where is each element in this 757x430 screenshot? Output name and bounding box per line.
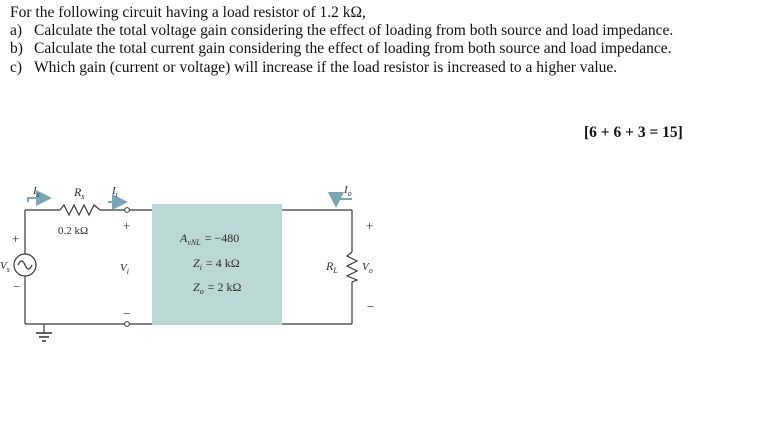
output-voltage-label: $V_o$: [362, 261, 373, 275]
input-impedance-spec: $Z_i = 4$ kΩ: [193, 256, 240, 272]
source-minus-sign: −: [13, 279, 21, 294]
output-plus-sign: +: [366, 218, 374, 233]
input-minus-sign: −: [123, 306, 131, 321]
question-a-text: Calculate the total voltage gain considering the effect of loading from both source and load impedance.: [34, 22, 674, 40]
input-voltage-label: $V_i$: [120, 262, 129, 276]
question-a-label: a): [10, 22, 23, 40]
source-resistor-label: $R_s$: [74, 185, 85, 201]
source-voltage-label: $V_s$: [0, 260, 10, 274]
source-resistor-value: 0.2 kΩ: [58, 225, 89, 237]
input-terminal-bottom: [125, 322, 130, 327]
output-impedance-spec: $Z_o = 2$ kΩ: [193, 280, 242, 296]
question-b: [10, 40, 700, 58]
load-resistor-label: $R_L$: [326, 259, 338, 275]
question-a: [10, 22, 700, 40]
source-resistor-zigzag: [60, 205, 100, 215]
input-terminal-top: [125, 208, 130, 213]
question-b-text: Calculate the total current gain considering the effect of loading from both source and load impedance.: [34, 40, 672, 58]
input-current-label: $I_i$: [112, 185, 118, 199]
problem-intro: For the following circuit having a load resistor of 1.2 kΩ,: [10, 4, 366, 21]
question-b-label: b): [10, 40, 23, 58]
circuit-diagram: [0, 178, 400, 358]
source-current-label: $I_s$: [33, 185, 40, 199]
input-plus-sign: +: [123, 218, 131, 233]
question-c: [10, 59, 700, 77]
marks-allocation: [6 + 6 + 3 = 15]: [584, 124, 683, 141]
output-current-label: $I_o$: [344, 184, 352, 198]
output-current-arrow-icon: [336, 199, 352, 204]
gain-spec: $A_{vNL} = -480$: [180, 231, 240, 247]
question-c-label: c): [10, 58, 23, 76]
output-minus-sign: −: [367, 299, 375, 314]
source-plus-sign: +: [12, 231, 20, 246]
ground-icon: [36, 333, 52, 341]
question-c-text: Which gain (current or voltage) will increase if the load resistor is increased to a higher value.: [34, 58, 618, 76]
problem-statement: [10, 4, 700, 77]
load-resistor-zigzag: [347, 252, 357, 282]
